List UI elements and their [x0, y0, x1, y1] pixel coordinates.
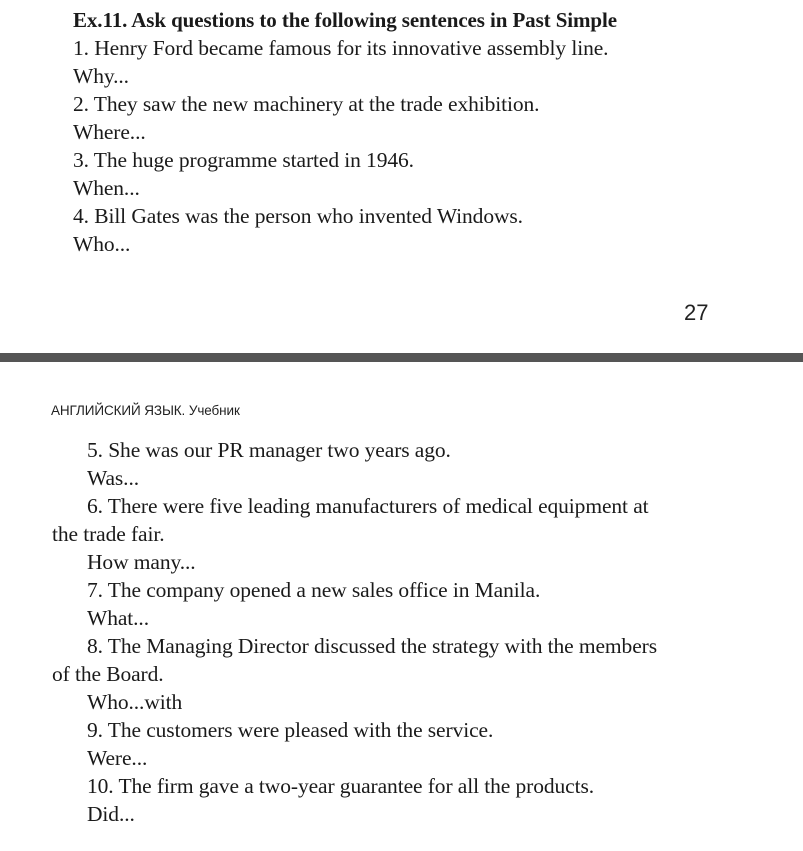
sentence-6: 6. There were five leading manufacturers of medical equipment at — [87, 494, 649, 518]
prompt-6: How many... — [87, 550, 196, 574]
running-header: АНГЛИЙСКИЙ ЯЗЫК. Учебник — [51, 403, 240, 418]
sentence-8: 8. The Managing Director discussed the strategy with the members — [87, 634, 657, 658]
prompt-9: Were... — [87, 746, 148, 770]
sentence-7: 7. The company opened a new sales office in Manila. — [87, 578, 541, 602]
sentence-3: 3. The huge programme started in 1946. — [73, 148, 414, 172]
sentence-10: 10. The firm gave a two-year guarantee for all the products. — [87, 774, 595, 798]
sentence-8-continued: of the Board. — [52, 662, 164, 686]
page-separator — [0, 353, 803, 362]
prompt-3: When... — [73, 176, 140, 200]
sentence-5: 5. She was our PR manager two years ago. — [87, 438, 451, 462]
sentence-4: 4. Bill Gates was the person who invented Windows. — [73, 204, 523, 228]
prompt-4: Who... — [73, 232, 131, 256]
exercise-title: Ex.11. Ask questions to the following sentences in Past Simple — [73, 8, 617, 32]
sentence-9: 9. The customers were pleased with the service. — [87, 718, 494, 742]
sentence-1: 1. Henry Ford became famous for its innovative assembly line. — [73, 36, 609, 60]
prompt-1: Why... — [73, 64, 129, 88]
prompt-2: Where... — [73, 120, 146, 144]
prompt-5: Was... — [87, 466, 140, 490]
prompt-10: Did... — [87, 802, 135, 826]
page-number: 27 — [684, 300, 709, 325]
prompt-7: What... — [87, 606, 149, 630]
sentence-6-continued: the trade fair. — [52, 522, 165, 546]
top-page — [0, 0, 803, 353]
prompt-8: Who...with — [87, 690, 183, 714]
sentence-2: 2. They saw the new machinery at the trade exhibition. — [73, 92, 540, 116]
